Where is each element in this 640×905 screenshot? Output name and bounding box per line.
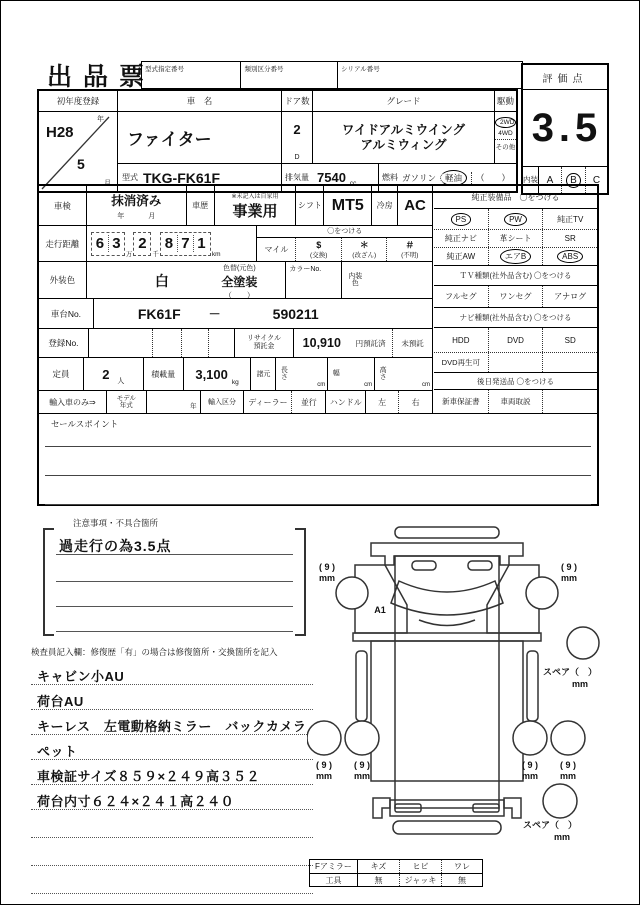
- equip-pw: PW: [504, 213, 527, 226]
- km-unit: km: [211, 251, 221, 258]
- navi-dvd: DVD: [488, 328, 543, 352]
- drive-header: 駆動: [494, 91, 516, 111]
- history-value: 事業用: [232, 202, 278, 220]
- capacity-label: 定員: [39, 358, 84, 390]
- rear-left-bracket: [373, 798, 390, 818]
- checklist-item: キャビン小AU: [31, 660, 313, 685]
- model-designation-label: 型式指定番号: [145, 66, 184, 73]
- circle-note: 〇をつける: [257, 226, 432, 238]
- handle-right: 右: [411, 397, 420, 407]
- vehicle-form: [37, 89, 518, 193]
- warranty-book: 新車保証書: [442, 397, 480, 406]
- history-note: ※未記入は自家用: [231, 193, 279, 200]
- registration-label: 登録No.: [39, 329, 89, 357]
- inspector-note: 検査員記入欄：修復歴「有」の場合は修復箇所・交換箇所を記入: [31, 647, 278, 657]
- windshield-corner: [468, 561, 492, 570]
- chassis-dash: －: [208, 307, 221, 321]
- recycle-amount: 10,910: [302, 336, 341, 350]
- color-no-label: カラーNo.: [289, 266, 322, 273]
- mm-unit: mm: [553, 832, 571, 842]
- cm-unit: cm: [364, 382, 373, 388]
- rating-box: [521, 63, 609, 195]
- equip-ps: PS: [451, 213, 472, 226]
- mm-unit: mm: [353, 771, 371, 781]
- table-row: [310, 873, 482, 886]
- sales-point-label: セールスポイント: [51, 419, 119, 429]
- equip-abs: ABS: [557, 250, 583, 263]
- model-designation-box: [142, 62, 241, 88]
- mile-meter-box: [257, 226, 432, 261]
- registration-row: [39, 329, 432, 358]
- shaken-year-unit: 年: [117, 212, 125, 220]
- inspection-row: [39, 186, 432, 226]
- first-reg-year-unit: 年: [97, 116, 104, 123]
- doors-value: 2: [293, 122, 301, 137]
- fuel-gasoline: ガソリン: [402, 172, 437, 183]
- rear-right-bracket: [504, 798, 521, 818]
- mm-unit: mm: [559, 771, 577, 781]
- accessories-table: [309, 859, 483, 887]
- vehicle-name: ファイター: [117, 111, 281, 163]
- load-unit: kg: [231, 379, 239, 386]
- interior-grade-c: C: [592, 174, 601, 186]
- tread-depth-front-left: ( 9 ): [318, 562, 336, 572]
- fuel-label: 燃料: [382, 173, 398, 182]
- registration-blank: [209, 329, 235, 357]
- rear-left-outer-tire: [307, 721, 341, 755]
- notes-line: [56, 606, 293, 607]
- empty-cell: [542, 353, 597, 372]
- mile-label: マイル: [264, 245, 289, 254]
- ac-value: AC: [404, 197, 426, 214]
- equip-navi: 純正ナビ: [444, 234, 477, 243]
- shaken-status-cell: [87, 186, 187, 225]
- rear-right-outer-tire: [551, 721, 585, 755]
- exterior-color-cell: [87, 262, 286, 298]
- interior-color-label: 内装色: [348, 272, 363, 287]
- tread-depth-rear-left-outer: ( 9 ): [315, 760, 333, 770]
- model-year-label2: 年式: [119, 402, 133, 409]
- man-unit: 万: [125, 251, 133, 258]
- load-cell: [184, 358, 252, 390]
- rear-bumper: [393, 821, 501, 834]
- recycle-label1: リサイクル: [246, 335, 281, 342]
- mm-unit: mm: [315, 771, 333, 781]
- tv-oneseg: ワンセグ: [488, 286, 543, 307]
- rear-left-inner-tire: [345, 721, 379, 755]
- tread-depth-rear-left-inner: ( 9 ): [353, 760, 371, 770]
- first-registration-cell: [39, 111, 117, 191]
- width-cell: [328, 358, 375, 390]
- first-reg-year: H28: [46, 124, 74, 141]
- notes-line: [56, 581, 293, 582]
- first-reg-month-unit: 月: [104, 180, 111, 187]
- interior-color-cell: [342, 262, 432, 298]
- notes-bracket-box: [43, 528, 306, 636]
- symbol-label: (改ざん): [352, 251, 377, 259]
- mileage-digit: 6: [95, 235, 105, 252]
- later-shipment-header: 後日発送品 〇をつける: [434, 373, 597, 390]
- class-code-box: [241, 62, 338, 88]
- truck-body: [395, 556, 499, 808]
- windshield: [391, 581, 503, 615]
- checklist-item-empty: [31, 838, 313, 866]
- registration-blank: [153, 329, 182, 357]
- handle-left: 左: [366, 391, 399, 413]
- left-side-guard: [356, 651, 367, 721]
- serial-box: [338, 62, 522, 88]
- manual: 車両取説: [488, 390, 543, 413]
- history-label: 車歴: [187, 186, 215, 225]
- grade-line1: ワイドアルミウイング: [341, 122, 466, 137]
- doors-sub: D: [294, 154, 300, 161]
- tools-value: 無: [358, 874, 400, 886]
- height-label: 高さ: [379, 366, 387, 381]
- mm-unit: mm: [318, 573, 336, 583]
- mileage-digit: 1: [193, 235, 209, 252]
- navi-type-header: ナビ種類(社外品含む) 〇をつける: [434, 308, 597, 328]
- chassis-label: 車台No.: [39, 299, 94, 328]
- recycle-not-deposited: 未預託: [392, 329, 432, 357]
- mileage-digit: 2: [138, 235, 147, 252]
- front-right-tire: [526, 577, 558, 609]
- equipment-panel: [434, 186, 597, 413]
- recycle-label-cell: [235, 329, 295, 357]
- spare-tire-upper: [567, 627, 599, 659]
- width-label: 幅: [332, 370, 340, 378]
- registration-blank: [182, 329, 209, 357]
- symbol-label: (不明): [401, 251, 419, 259]
- capacity-cell: [84, 358, 144, 390]
- details-section: [37, 184, 599, 506]
- navi-sd: SD: [542, 328, 597, 352]
- model-value: TKG-FK61F: [143, 169, 220, 186]
- fuel-paren: （ ）: [471, 172, 510, 184]
- grade-line2: アルミウィング: [360, 137, 447, 152]
- spec-label: 諸元: [251, 358, 276, 390]
- scratch-label: キズ: [358, 860, 400, 873]
- checklist-item-empty: [31, 810, 313, 838]
- meter-symbol-unknown: [386, 238, 432, 261]
- equip-tv: 純正TV: [557, 214, 584, 224]
- shaken-label: 車検: [39, 186, 87, 225]
- crack-label: ヒビ: [400, 860, 442, 873]
- displacement-unit: cc: [349, 180, 357, 187]
- tread-depth-rear-right-outer: ( 9 ): [559, 760, 577, 770]
- tv-analog: アナログ: [542, 286, 597, 307]
- front-mirror-label: Fアミラー: [310, 860, 358, 873]
- ac-label: 冷房: [372, 186, 398, 225]
- spare-label-upper: スペア（ ）: [542, 667, 598, 677]
- registration-blank: [89, 329, 153, 357]
- serial-label: シリアル番号: [340, 66, 380, 73]
- rear-right-inner-tire: [513, 721, 547, 755]
- notes-line1: 過走行の為3.5点: [59, 538, 172, 554]
- meter-symbol-exchange: [295, 238, 341, 261]
- cargo-bed: [371, 641, 523, 781]
- length-cell: [276, 358, 328, 390]
- exterior-color-value: 白: [154, 273, 169, 289]
- symbol-glyph: ＊: [359, 239, 369, 250]
- history-cell: [215, 186, 297, 225]
- rating-score: 3.5: [531, 105, 603, 150]
- checklist-item: 荷台内寸６２４×２４１高２４０: [31, 785, 313, 810]
- mm-unit: mm: [560, 573, 578, 583]
- meter-symbol-tampered: [341, 238, 387, 261]
- cm-unit: cm: [422, 382, 431, 388]
- condition-checklist: [31, 660, 313, 894]
- shaken-status: 抹消済み: [111, 193, 162, 208]
- tools-label: 工具: [310, 874, 358, 886]
- symbol-glyph: ＃: [405, 239, 415, 250]
- spare-label-lower: スペア（ ）: [522, 820, 578, 830]
- grade-header: グレード: [312, 91, 494, 111]
- recycle-deposited: 円預託済: [355, 338, 386, 348]
- import-class-label: 輸入区分: [201, 391, 245, 413]
- spare-tire-lower: [543, 784, 577, 818]
- notes-line: [56, 631, 293, 632]
- chassis-row: [39, 299, 432, 329]
- drive-other: その他: [495, 139, 516, 151]
- displacement-label: 排気量: [285, 173, 309, 182]
- capacity-row: [39, 358, 432, 391]
- page-title: 出品票: [47, 63, 156, 91]
- exterior-color-label: 外装色: [39, 262, 87, 298]
- interior-label: 内装: [523, 167, 539, 193]
- cab-floor-bar: [353, 633, 541, 641]
- mileage-digit: 8: [164, 235, 174, 252]
- mileage-digit: 3: [108, 235, 124, 252]
- equip-airbag: エアB: [500, 249, 531, 264]
- import-dealer: ディーラー: [244, 391, 292, 413]
- doors-header: ドア数: [281, 91, 312, 111]
- equip-leather: 革シート: [499, 234, 532, 243]
- displacement-value: 7540: [317, 170, 346, 185]
- navi-hdd: HDD: [452, 335, 470, 345]
- handle-label: ハンドル: [326, 391, 366, 413]
- color-row: [39, 262, 432, 299]
- dashboard-arc: [419, 620, 475, 626]
- fuel-diesel: 軽油: [440, 170, 467, 186]
- sales-line: [45, 504, 591, 505]
- damage-mark-a1: A1: [374, 605, 386, 615]
- capacity-value: 2: [102, 366, 110, 382]
- symbol-label: (交換): [310, 251, 328, 259]
- capacity-unit: 人: [117, 378, 125, 385]
- recycle-label2: 預託金: [253, 343, 275, 350]
- tv-type-header: ＴＶ種類(社外品含む) 〇をつける: [434, 266, 597, 286]
- model-label: 型式: [122, 173, 138, 182]
- drive-cell: [494, 111, 516, 163]
- front-bumper: [395, 527, 499, 538]
- sales-line: [45, 446, 591, 447]
- checklist-item: 荷台AU: [31, 685, 313, 710]
- drive-2wd: 2WD: [495, 117, 516, 128]
- chassis-value-cell: [94, 299, 432, 328]
- details-left: [39, 186, 433, 413]
- model-year-label-cell: [107, 391, 147, 413]
- header-number-boxes: [141, 61, 523, 89]
- shift-label: シフト: [296, 186, 324, 225]
- cm-unit: cm: [317, 382, 326, 388]
- mm-unit: mm: [521, 771, 539, 781]
- right-side-guard: [527, 651, 538, 721]
- drive-4wd: 4WD: [498, 130, 513, 137]
- import-parallel: 並行: [292, 391, 326, 413]
- color-no-cell: [286, 262, 342, 298]
- model-year-cell: [147, 391, 201, 413]
- windshield-corner: [412, 561, 436, 570]
- symbol-glyph: $: [316, 239, 322, 250]
- jack-label: ジャッキ: [400, 874, 442, 886]
- import-row: [39, 391, 432, 413]
- mileage-label: 走行距離: [39, 226, 87, 261]
- chassis-part2: 590211: [272, 305, 319, 322]
- truck-top-view-diagram: [307, 513, 640, 861]
- load-value: 3,100: [195, 366, 228, 382]
- break-label: ワレ: [454, 862, 470, 871]
- shift-value: MT5: [324, 186, 372, 225]
- checklist-item: 車検証サイズ８５９×２４９高３５２: [31, 760, 313, 785]
- empty-cell: [542, 390, 597, 413]
- interior-grade-b: B: [566, 173, 581, 188]
- dvd-playable: DVD再生可: [441, 358, 480, 367]
- checklist-item: ペット: [31, 735, 313, 760]
- tread-depth-front-right: ( 9 ): [560, 562, 578, 572]
- mileage-digits: [87, 226, 258, 261]
- tv-fullseg: フルセグ: [444, 292, 477, 301]
- notes-line: [56, 554, 293, 555]
- import-label: 輸入車のみ⇒: [39, 391, 107, 413]
- checklist-item-empty: [31, 866, 313, 894]
- checklist-item: キーレス 左電動格納ミラー バックカメラ: [31, 710, 313, 735]
- empty-cell: [488, 353, 543, 372]
- front-left-tire: [336, 577, 368, 609]
- mileage-digit: 7: [177, 235, 193, 252]
- rating-label: 評価点: [523, 65, 607, 90]
- sales-point-box: [39, 413, 597, 504]
- model-year-label1: モデル: [116, 395, 136, 402]
- notes-header: 注意事項・不具合箇所: [73, 518, 159, 528]
- load-label: 積載量: [144, 358, 184, 390]
- interior-grade-a: A: [546, 174, 554, 186]
- first-reg-month: 5: [77, 156, 85, 172]
- repaint-value: 全塗装: [221, 275, 258, 289]
- model-year-unit: 年: [190, 402, 197, 410]
- name-header: 車 名: [117, 91, 281, 111]
- mileage-row: [39, 226, 432, 262]
- mm-unit: mm: [571, 679, 589, 689]
- equip-aw: 純正AW: [446, 252, 476, 261]
- shaken-month-unit: 月: [148, 212, 156, 220]
- height-cell: [375, 358, 432, 390]
- repaint-label: 色替(元色): [223, 265, 256, 272]
- sen-unit: 千: [152, 251, 159, 258]
- first-reg-header: 初年度登録: [56, 96, 100, 106]
- jack-value: 無: [458, 875, 466, 885]
- equip-sr: SR: [564, 234, 576, 243]
- class-code-label: 類別区分番号: [244, 66, 284, 73]
- repaint-paren: （ ）: [224, 291, 255, 300]
- tread-depth-rear-right-inner: ( 9 ): [521, 760, 539, 770]
- sales-line: [45, 475, 591, 476]
- equipment-header: 純正装備品 〇をつける: [434, 186, 597, 209]
- length-label: 長さ: [280, 366, 288, 381]
- chassis-part1: FK61F: [137, 305, 181, 322]
- doors-cell: [281, 111, 312, 163]
- grade-cell: [312, 111, 494, 163]
- cab-roof: [371, 543, 523, 565]
- table-row: [310, 860, 482, 873]
